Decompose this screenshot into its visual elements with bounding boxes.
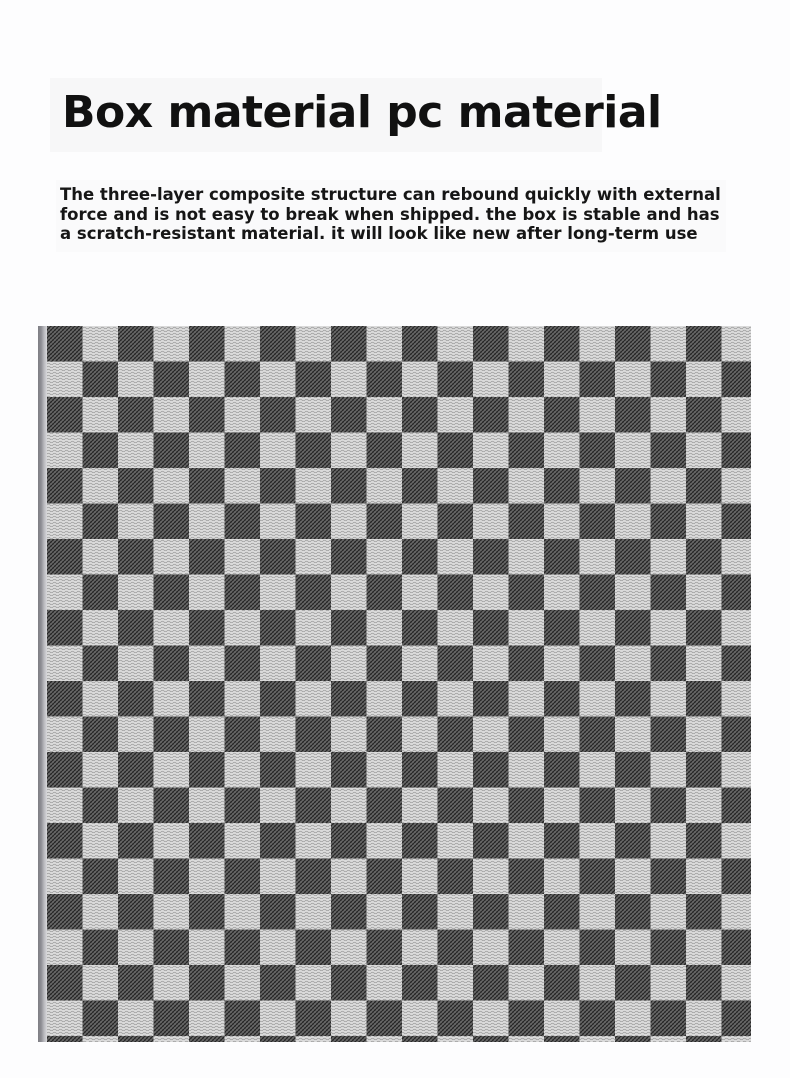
checker-dark-square	[402, 965, 438, 1001]
checker-dark-square	[722, 1001, 752, 1037]
checker-dark-square	[154, 433, 190, 469]
checker-dark-square	[544, 894, 580, 930]
checker-dark-square	[118, 539, 154, 575]
checker-dark-square	[473, 1036, 509, 1042]
checker-dark-square	[118, 823, 154, 859]
checker-dark-square	[260, 752, 296, 788]
checker-dark-square	[438, 1001, 474, 1037]
checker-dark-square	[296, 1001, 332, 1037]
checker-dark-square	[154, 859, 190, 895]
checker-dark-square	[367, 575, 403, 611]
checker-dark-square	[118, 681, 154, 717]
checker-dark-square	[189, 894, 225, 930]
checker-dark-square	[47, 965, 83, 1001]
checker-dark-square	[722, 362, 752, 398]
checker-dark-square	[402, 610, 438, 646]
checker-dark-square	[473, 894, 509, 930]
page-title: Box material pc material	[62, 87, 662, 138]
checker-dark-square	[154, 1001, 190, 1037]
checker-dark-square	[509, 1001, 545, 1037]
checker-dark-square	[260, 468, 296, 504]
checker-dark-square	[509, 859, 545, 895]
checker-dark-square	[331, 965, 367, 1001]
checker-dark-square	[225, 1001, 261, 1037]
checker-dark-square	[225, 433, 261, 469]
checker-dark-square	[83, 433, 119, 469]
description-line-2: force and is not easy to break when shipped. the box is stable and has	[60, 204, 720, 224]
checker-dark-square	[615, 397, 651, 433]
checker-dark-square	[509, 433, 545, 469]
checker-dark-square	[331, 468, 367, 504]
checker-dark-square	[331, 326, 367, 362]
checker-dark-square	[722, 859, 752, 895]
checker-dark-square	[331, 539, 367, 575]
checker-dark-square	[402, 681, 438, 717]
checker-dark-square	[189, 823, 225, 859]
checkerboard-pattern	[47, 326, 751, 1042]
checker-dark-square	[722, 504, 752, 540]
checker-dark-square	[296, 646, 332, 682]
checker-dark-square	[331, 1036, 367, 1042]
checker-dark-square	[83, 362, 119, 398]
checker-dark-square	[615, 326, 651, 362]
checker-dark-square	[438, 717, 474, 753]
checker-dark-square	[154, 646, 190, 682]
checker-dark-square	[615, 1036, 651, 1042]
checker-dark-square	[331, 894, 367, 930]
checker-dark-square	[651, 575, 687, 611]
checker-dark-square	[296, 362, 332, 398]
checker-dark-square	[154, 504, 190, 540]
checker-dark-square	[402, 326, 438, 362]
checker-dark-square	[580, 504, 616, 540]
checker-dark-square	[47, 823, 83, 859]
checker-dark-square	[651, 433, 687, 469]
checker-dark-square	[331, 823, 367, 859]
checker-dark-square	[154, 575, 190, 611]
checker-dark-square	[225, 575, 261, 611]
checker-dark-square	[367, 504, 403, 540]
checker-dark-square	[544, 539, 580, 575]
checker-dark-square	[651, 504, 687, 540]
checker-dark-square	[580, 362, 616, 398]
checker-dark-square	[296, 433, 332, 469]
checker-dark-square	[402, 752, 438, 788]
checker-dark-square	[580, 646, 616, 682]
checker-dark-square	[47, 326, 83, 362]
checker-dark-square	[509, 788, 545, 824]
checker-dark-square	[686, 965, 722, 1001]
checker-dark-square	[260, 610, 296, 646]
checker-dark-square	[686, 539, 722, 575]
checker-dark-square	[154, 930, 190, 966]
checker-dark-square	[438, 646, 474, 682]
checker-dark-square	[438, 788, 474, 824]
checker-dark-square	[544, 823, 580, 859]
checker-dark-square	[189, 681, 225, 717]
checker-dark-square	[651, 930, 687, 966]
checker-dark-square	[118, 397, 154, 433]
checker-dark-square	[225, 504, 261, 540]
checker-dark-square	[189, 326, 225, 362]
checker-dark-square	[83, 717, 119, 753]
checker-dark-square	[225, 859, 261, 895]
checker-dark-square	[296, 504, 332, 540]
checker-dark-square	[438, 433, 474, 469]
checker-dark-square	[473, 823, 509, 859]
checker-dark-square	[260, 326, 296, 362]
checker-dark-square	[473, 965, 509, 1001]
checker-dark-square	[615, 752, 651, 788]
checker-dark-square	[118, 1036, 154, 1042]
checker-dark-square	[722, 575, 752, 611]
checker-dark-square	[509, 575, 545, 611]
checker-dark-square	[686, 326, 722, 362]
checker-dark-square	[544, 965, 580, 1001]
checker-dark-square	[615, 965, 651, 1001]
checker-dark-square	[615, 681, 651, 717]
checker-dark-square	[367, 717, 403, 753]
checker-dark-square	[544, 468, 580, 504]
checker-dark-square	[438, 575, 474, 611]
checker-dark-square	[686, 894, 722, 930]
checker-dark-square	[154, 717, 190, 753]
checker-dark-square	[118, 965, 154, 1001]
checker-dark-square	[651, 859, 687, 895]
checker-dark-square	[686, 468, 722, 504]
checker-dark-square	[402, 894, 438, 930]
checker-dark-square	[47, 681, 83, 717]
checker-dark-square	[722, 433, 752, 469]
checker-dark-square	[580, 859, 616, 895]
checker-dark-square	[260, 1036, 296, 1042]
checker-dark-square	[47, 468, 83, 504]
checker-dark-square	[402, 1036, 438, 1042]
checker-dark-square	[189, 1036, 225, 1042]
checker-dark-square	[260, 823, 296, 859]
checker-dark-square	[260, 965, 296, 1001]
checker-dark-square	[402, 468, 438, 504]
checker-dark-square	[83, 575, 119, 611]
checker-dark-square	[331, 681, 367, 717]
checker-dark-square	[615, 468, 651, 504]
checker-dark-square	[367, 1001, 403, 1037]
checker-dark-square	[225, 930, 261, 966]
checker-dark-square	[225, 362, 261, 398]
checker-dark-square	[367, 433, 403, 469]
checker-dark-square	[722, 717, 752, 753]
checker-dark-square	[686, 681, 722, 717]
checker-dark-square	[47, 1036, 83, 1042]
checker-dark-square	[544, 1036, 580, 1042]
checker-dark-square	[47, 539, 83, 575]
description-line-1: The three-layer composite structure can rebound quickly with external	[60, 185, 721, 204]
checker-dark-square	[651, 788, 687, 824]
checker-dark-square	[402, 823, 438, 859]
checker-dark-square	[118, 468, 154, 504]
checker-dark-square	[473, 397, 509, 433]
checker-dark-square	[189, 965, 225, 1001]
checker-dark-square	[509, 362, 545, 398]
checker-dark-square	[544, 326, 580, 362]
checker-dark-square	[83, 1001, 119, 1037]
checker-dark-square	[651, 362, 687, 398]
checker-dark-square	[580, 717, 616, 753]
checker-dark-square	[722, 788, 752, 824]
checker-dark-square	[189, 468, 225, 504]
checker-dark-square	[83, 930, 119, 966]
description-line-3: a scratch-resistant material. it will look like new after long-term use	[60, 224, 698, 243]
checker-dark-square	[225, 717, 261, 753]
checker-dark-square	[260, 894, 296, 930]
checker-dark-square	[509, 504, 545, 540]
checker-dark-square	[438, 930, 474, 966]
checker-dark-square	[260, 397, 296, 433]
checker-dark-square	[509, 930, 545, 966]
material-sample-image	[38, 326, 751, 1042]
checker-dark-square	[189, 610, 225, 646]
checker-dark-square	[473, 610, 509, 646]
checker-dark-square	[580, 575, 616, 611]
checker-dark-square	[296, 859, 332, 895]
checker-dark-square	[544, 681, 580, 717]
checker-dark-square	[580, 1001, 616, 1037]
checker-dark-square	[686, 397, 722, 433]
checker-dark-square	[615, 610, 651, 646]
checker-dark-square	[402, 397, 438, 433]
checker-dark-square	[580, 930, 616, 966]
checker-dark-square	[544, 610, 580, 646]
checker-dark-square	[615, 823, 651, 859]
checker-dark-square	[83, 504, 119, 540]
checker-dark-square	[118, 894, 154, 930]
checker-dark-square	[544, 397, 580, 433]
checker-dark-square	[686, 823, 722, 859]
checker-dark-square	[331, 397, 367, 433]
description-text	[60, 185, 740, 244]
checker-dark-square	[225, 788, 261, 824]
checker-dark-square	[296, 575, 332, 611]
checker-dark-square	[580, 433, 616, 469]
checker-dark-square	[651, 646, 687, 682]
checker-dark-square	[296, 788, 332, 824]
checker-dark-square	[367, 859, 403, 895]
checker-dark-square	[296, 930, 332, 966]
checker-dark-square	[473, 468, 509, 504]
checker-dark-square	[260, 539, 296, 575]
material-sample-edge	[38, 326, 47, 1042]
checker-dark-square	[331, 610, 367, 646]
checker-dark-square	[402, 539, 438, 575]
checker-dark-square	[686, 610, 722, 646]
checker-dark-square	[225, 646, 261, 682]
checker-dark-square	[651, 717, 687, 753]
checker-dark-square	[260, 681, 296, 717]
checker-dark-square	[580, 788, 616, 824]
checker-dark-square	[154, 788, 190, 824]
checker-dark-square	[189, 752, 225, 788]
checker-dark-square	[154, 362, 190, 398]
checker-dark-square	[47, 894, 83, 930]
checker-dark-square	[615, 894, 651, 930]
checker-dark-square	[722, 646, 752, 682]
checker-dark-square	[118, 752, 154, 788]
checker-dark-square	[438, 362, 474, 398]
checker-dark-square	[438, 504, 474, 540]
checker-dark-square	[331, 752, 367, 788]
checker-dark-square	[118, 326, 154, 362]
checker-dark-square	[83, 788, 119, 824]
checker-dark-square	[367, 788, 403, 824]
checker-dark-square	[473, 752, 509, 788]
checker-dark-square	[189, 397, 225, 433]
checker-dark-square	[296, 717, 332, 753]
checker-dark-square	[367, 930, 403, 966]
checker-dark-square	[686, 752, 722, 788]
checker-dark-square	[615, 539, 651, 575]
checker-dark-square	[686, 1036, 722, 1042]
checker-dark-square	[47, 610, 83, 646]
checker-dark-square	[438, 859, 474, 895]
checker-dark-square	[189, 539, 225, 575]
checker-dark-square	[47, 397, 83, 433]
checker-dark-square	[473, 326, 509, 362]
checker-dark-square	[367, 646, 403, 682]
checker-dark-square	[83, 646, 119, 682]
checker-dark-square	[118, 610, 154, 646]
checker-dark-square	[473, 681, 509, 717]
checker-dark-square	[367, 362, 403, 398]
checker-dark-square	[473, 539, 509, 575]
checker-dark-square	[47, 752, 83, 788]
checker-dark-square	[651, 1001, 687, 1037]
checker-dark-square	[544, 752, 580, 788]
checker-dark-square	[722, 930, 752, 966]
checker-dark-square	[509, 646, 545, 682]
checker-dark-square	[83, 859, 119, 895]
checker-dark-square	[509, 717, 545, 753]
